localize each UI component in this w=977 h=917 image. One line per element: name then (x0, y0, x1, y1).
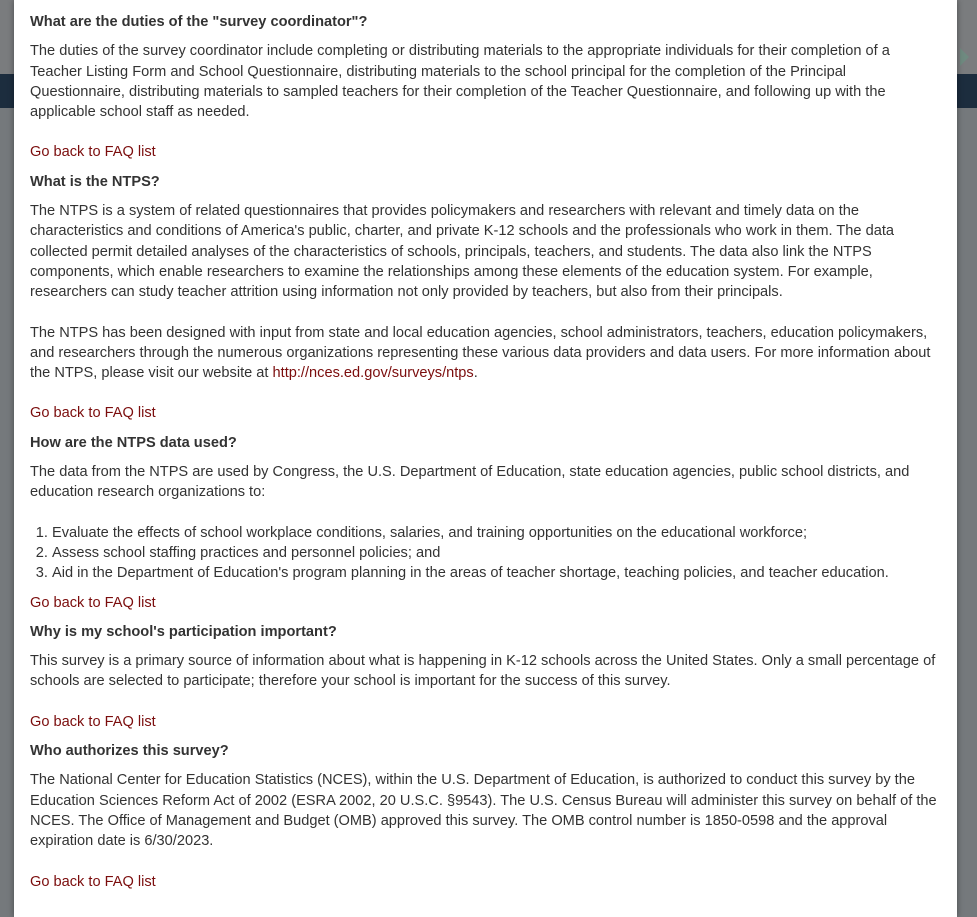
back-to-faq-link[interactable]: Go back to FAQ list (30, 405, 156, 422)
back-to-faq-link[interactable]: Go back to FAQ list (30, 144, 156, 161)
faq-answer: The duties of the survey coordinator include completing or distributing materials to the appropriate individuals for their completion of a Teacher Listing Form and School Questionnaire, distributing materials to the school principal for the completion of the Principal Questionnaire, distributing materials to sampled teachers for their completion of the Teacher Questionnaire, and following up with the applicable school staff as needed. (30, 43, 890, 121)
back-to-faq-link[interactable]: Go back to FAQ list (30, 713, 156, 730)
faq-answer (30, 323, 941, 384)
faq-modal (14, 0, 957, 917)
chevron-right-icon (960, 48, 969, 66)
faq-answer: This survey is a primary source of information about what is happening in K-12 schools across the United States. Only a small percentage of schools are selected to participate; therefore your school is important for the success of this survey. (30, 653, 936, 690)
faq-content (14, 0, 957, 892)
faq-answer: The National Center for Education Statistics (NCES), within the U.S. Department of Education, is authorized to conduct this survey by the Education Sciences Reform Act of 2002 (ESRA 2002, 20 U.S.C. §9543). The U.S. Census Bureau will administer this survey on behalf of the NCES. The Office of Management and Budget (OMB) approved this survey. The OMB control number is 1850-0598 and the approval expiration date is 6/30/2023. (30, 772, 937, 850)
faq-answer: The data from the NTPS are used by Congress, the U.S. Department of Education, state education agencies, public school districts, and education research organizations to: (30, 464, 910, 501)
faq-question: Who authorizes this survey? (30, 743, 229, 760)
back-to-faq-link[interactable]: Go back to FAQ list (30, 873, 156, 890)
faq-answer: The NTPS is a system of related questionnaires that provides policymakers and researchers with relevant and timely data on the characteristics and conditions of America's public, charter, and private K-12 schools and the professionals who work in them. The data collected permit detailed analyses of the characteristics of schools, principals, teachers, and students. The data also link the NTPS components, which enable researchers to examine the relationships among these elements of the education system. For example, researchers can study teacher attrition using information not only provided by teachers, but also from their principals. (30, 203, 895, 301)
list-item: 1. Evaluate the effects of school workplace conditions, salaries, and training opportunities on the educational workforce; (52, 523, 941, 543)
faq-question: What are the duties of the "survey coordinator"? (30, 14, 368, 30)
punctuation: . (473, 365, 478, 382)
faq-question: How are the NTPS data used? (30, 434, 237, 451)
uses-list (30, 523, 941, 584)
ntps-website-link[interactable]: http://nces.ed.gov/surveys/ntps (272, 365, 474, 382)
faq-question: What is the NTPS? (30, 173, 160, 190)
list-item: 3. Aid in the Department of Education's program planning in the areas of teacher shortage, teaching policies, and teacher education. (52, 563, 941, 583)
back-to-faq-link[interactable]: Go back to FAQ list (30, 594, 156, 611)
faq-question: Why is my school's participation important? (30, 623, 337, 640)
list-item: 2. Assess school staffing practices and personnel policies; and (52, 543, 941, 563)
faq-answer-text: The NTPS has been designed with input from state and local education agencies, school administrators, teachers, education policymakers, and researchers through the numerous organizations representing these various data providers and data users. For more information about the NTPS, please visit our website at (30, 324, 931, 382)
